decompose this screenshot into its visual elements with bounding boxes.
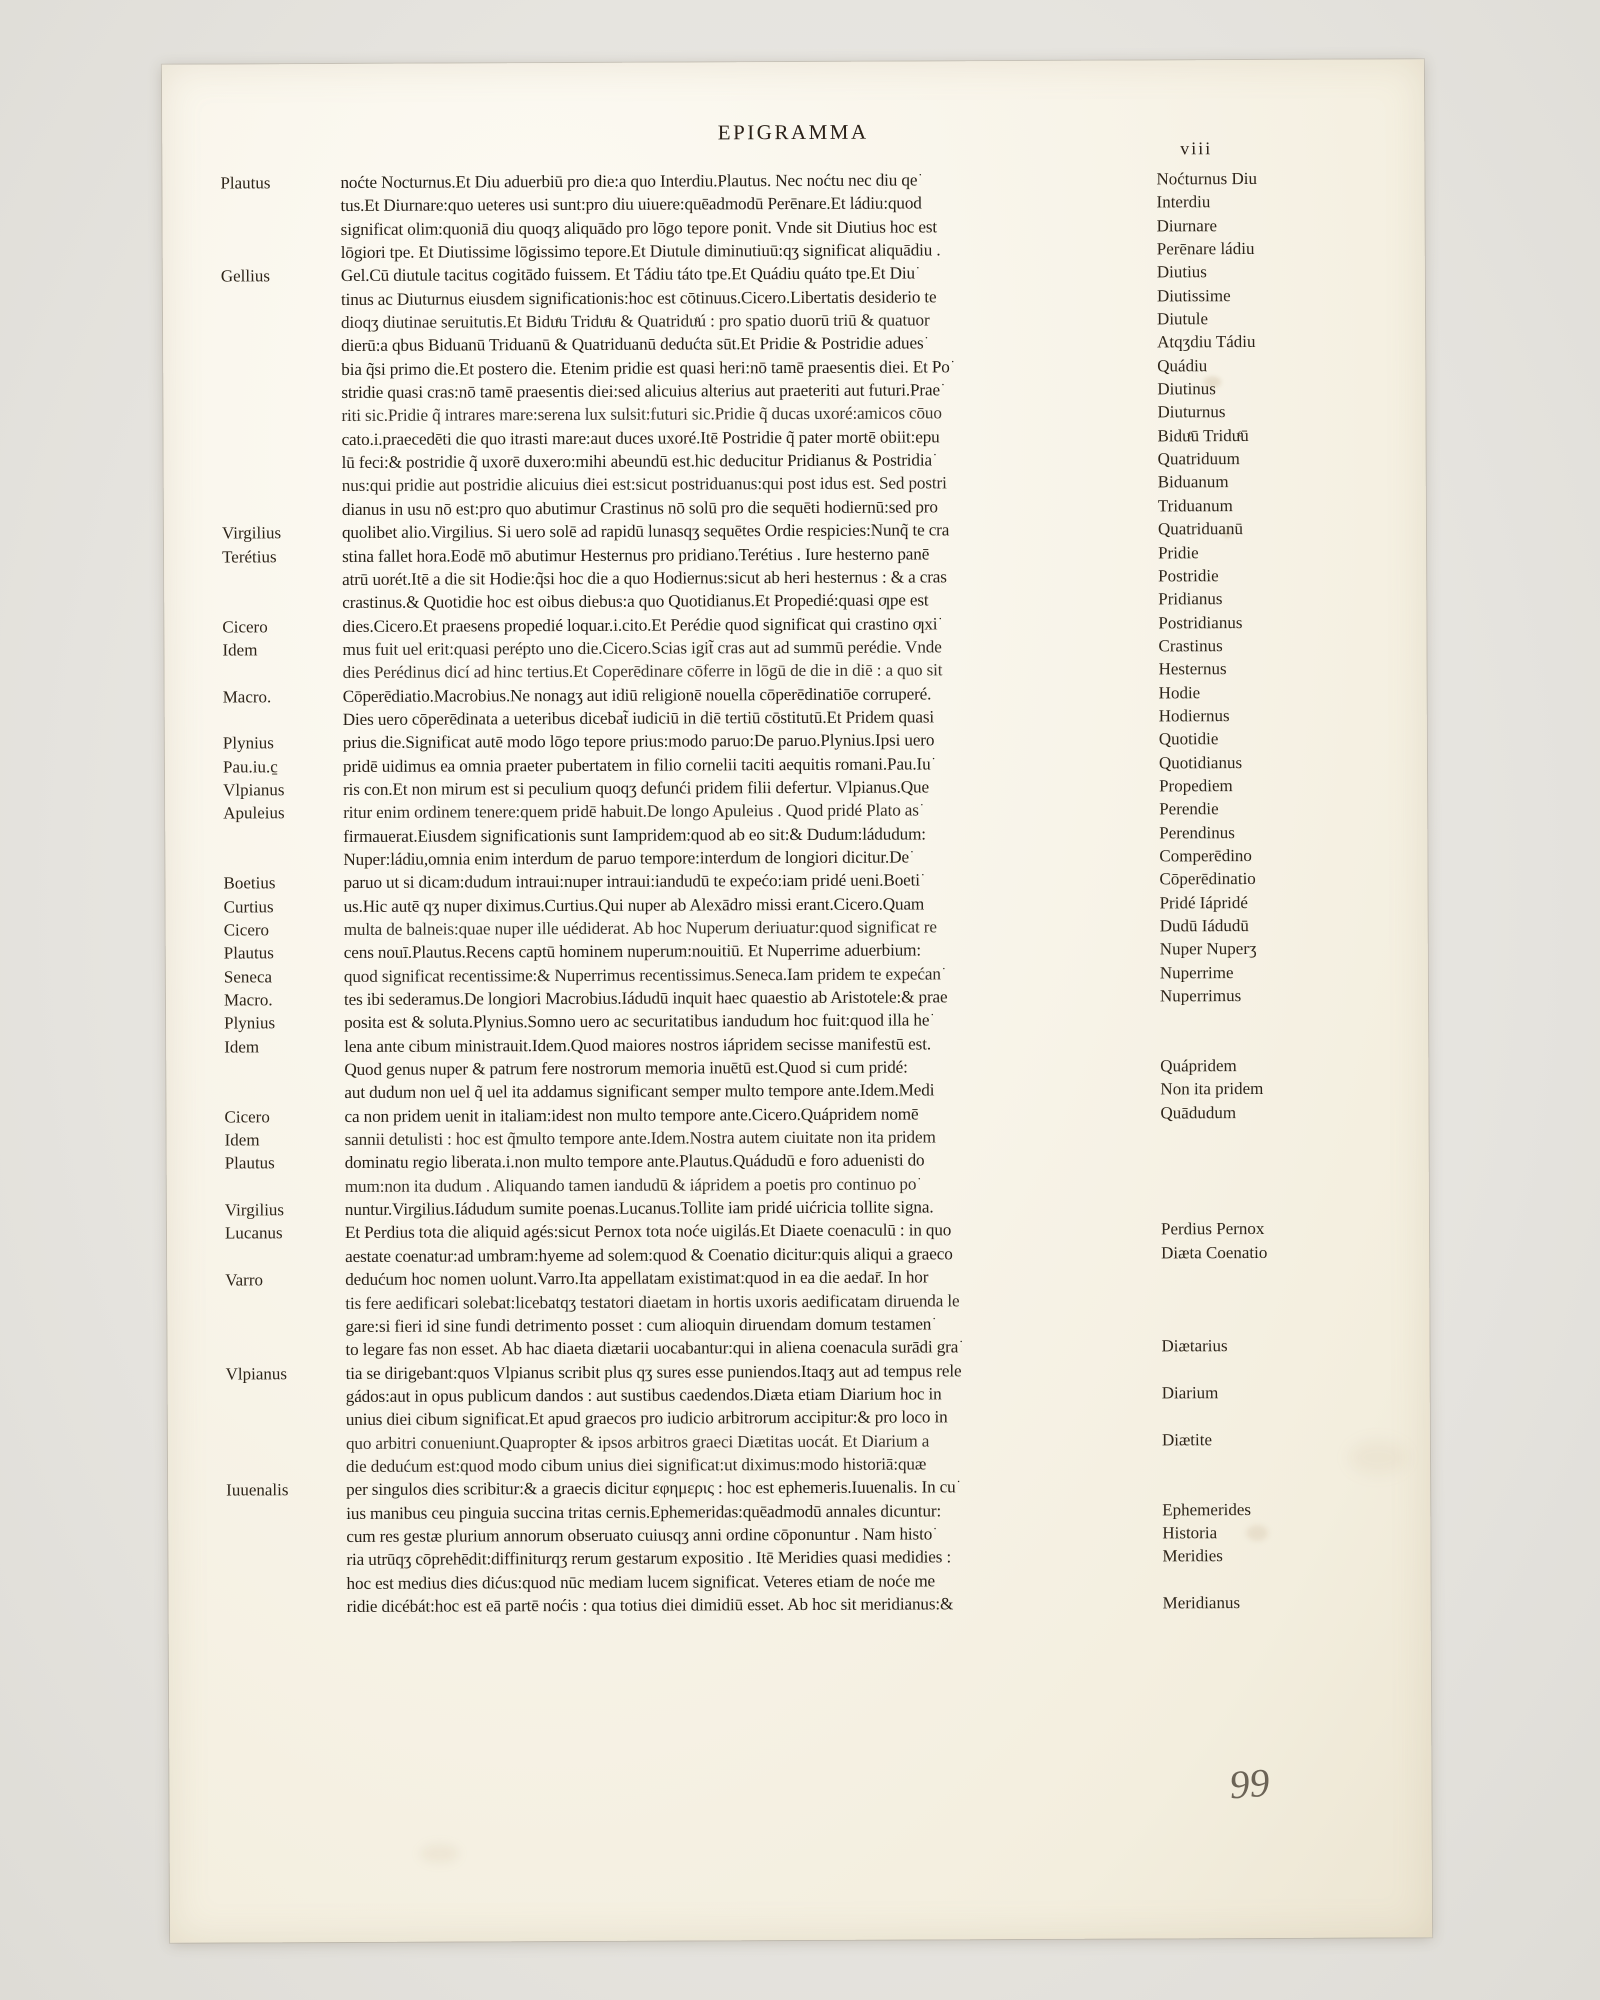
marginal-keyword-note (1152, 1491, 1392, 1492)
marginal-author-note: Cicero (223, 920, 270, 940)
body-text: quolibet alio.Virgilius. Si uero solē ad rapidū lunasqʒ sequētes Ordie respicies:Nunq̃ te cra (341, 520, 950, 543)
marginal-keyword-note: Diæta Coenatio (1161, 1242, 1268, 1263)
body-text: atrū uorét.Itē a die sit Hodie:q̃si hoc die a quo Hodiernus:sicut ab heri hesternus : & a cras (342, 567, 947, 589)
marginal-author-note: Cicero (222, 616, 268, 637)
marginal-author-note: Iuuenalis (226, 1480, 289, 1500)
body-text: to legare fas non esset. Ab hac diaeta diætarii uocabantur:qui in aliena coenacula surādi gra͘ (345, 1337, 959, 1360)
body-text: cato.i.praecedēti die quo itrasti mare:aut duces uxoré.Itē Postridie q̃ pater mortē obiit:epu (341, 427, 940, 449)
body-text: dierū:a qbus Biduanū Triduanū & Quatriduanū dedućta sūt.Et Pridie & Postridie adues͘ (341, 333, 924, 356)
marginal-keyword-note: Diætarius (1161, 1336, 1228, 1356)
marginal-keyword-note: Perendinus (1159, 822, 1235, 843)
marginal-author-note (215, 375, 341, 376)
marginal-author-note (216, 468, 342, 469)
pencil-page-number: 99 (1227, 1759, 1272, 1808)
marginal-keyword-note (1151, 1211, 1391, 1212)
marginal-keyword-note: Diurnare (1156, 215, 1218, 236)
marginal-keyword-note (1151, 1304, 1391, 1305)
marginal-keyword-note (1150, 1047, 1390, 1048)
body-text: aut dudum non uel q̃ uel ita addamus significant semper multo tempore ante.Idem.Medi (344, 1080, 935, 1103)
marginal-keyword-note: Cōperēdinatio (1159, 869, 1256, 889)
marginal-author-note: Plautus (224, 1153, 275, 1173)
marginal-author-note (220, 1565, 346, 1566)
body-text: tia se dirigebant:quos Vlpianus scribit plus qʒ sures esse puniendos.Itaqʒ aut ad tempus rele (345, 1360, 962, 1383)
marginal-keyword-note: Quádiu (1157, 355, 1208, 376)
marginal-keyword-note: Hodie (1158, 682, 1201, 702)
marginal-keyword-note (1151, 1327, 1391, 1328)
marginal-author-note: Macro. (222, 686, 272, 707)
body-text: stridie quasi cras:nō tamē praesentis diei:sed alicuius alterius aut praeteriti aut futuri.Prae͘ (341, 380, 940, 403)
body-text: crastinus.& Quotidie hoc est oibus diebus:a quo Quotidianus.Et Propedié:quasi ƣpe est (342, 590, 929, 613)
body-text: Quod genus nuper & patrum fere nostrorum memoria inuētū est.Quod si cum pridé: (344, 1057, 908, 1080)
marginal-keyword-note: Nuperrime (1159, 962, 1234, 983)
marginal-keyword-note (1151, 1187, 1391, 1188)
body-text: hoc est medius dies dićus:quod nūc mediam lucem significat. Veteres etiam de noće me (346, 1571, 936, 1593)
body-text: lū feci:& postridie q̃ uxorē duxero:mihi abeundū est.hic deducitur Pridianus & Postridia͘ (341, 450, 932, 473)
marginal-keyword-note: Interdiu (1156, 192, 1211, 212)
marginal-keyword-note: Comperēdino (1159, 845, 1252, 866)
body-text: unius diei cibum significat.Et apud graecos pro iudicio arbitrorum accipitur:& pro loco in (345, 1407, 948, 1430)
body-text: tis fere aedificari solebat:licebatqʒ testatori diaetam in hortis uxoris aedificatam diruenda le (345, 1290, 960, 1313)
body-text: noćte Nocturnus.Et Diu aduerbiū pro die:a quo Interdiu.Plautus. Nec noćtu nec diu qe͘ (340, 170, 918, 192)
body-text: die dedućum est:quod modo cibum unius diei significat:ut diximus:modo historiā:quæ (345, 1454, 927, 1476)
body-text: pridē uidimus ea omnia praeter pubertatem in filio cornelii taciti aequitis romani.Pau.Iu͘ (342, 754, 931, 776)
marginal-author-note: Terétius (222, 546, 277, 567)
body-text: ritur enim ordinem tenere:quem pridē habuit.De longo Apuleius . Quod pridé Plato as͘ (343, 800, 919, 823)
body-text: Nuper:ládiu,omnia enim interdum de paruo tempore:interdum de longiori dicitur.De͘ (343, 847, 909, 869)
marginal-author-note (219, 1192, 345, 1193)
marginal-author-note: Virgilius (221, 523, 282, 543)
marginal-keyword-note: Biduanum (1157, 472, 1229, 492)
marginal-author-note (216, 491, 342, 492)
marginal-author-note: Idem (224, 1037, 260, 1057)
body-text: lena ante cibum ministrauit.Idem.Quod maiores nostros iápridem secisse manifestū est. (344, 1034, 931, 1056)
marginal-author-note: Varro (225, 1270, 264, 1290)
marginal-keyword-note: Postridie (1158, 566, 1219, 586)
marginal-keyword-note: Quatriduum (1157, 449, 1240, 469)
text-line (221, 1590, 1391, 1618)
marginal-author-note: Boetius (223, 873, 276, 893)
body-text: dioqʒ diutinae seruitutis.Et Biduͤu Triduͤu & Quatriduͤú : pro spatio duorū triū & quatuor (340, 310, 930, 333)
body-text: ius manibus ceu pinguia succina tritas cernis.Ephemeridas:quēadmodū annales dicuntur: (346, 1500, 942, 1523)
marginal-keyword-note: Ephemerides (1162, 1499, 1252, 1520)
marginal-keyword-note: Biduͤū Triduͤū (1157, 425, 1249, 446)
marginal-keyword-note: Meridies (1162, 1546, 1223, 1566)
marginal-keyword-note (1151, 1281, 1391, 1282)
marginal-keyword-note: Pridianus (1158, 589, 1223, 609)
marginal-author-note (215, 305, 341, 306)
marginal-keyword-note (1151, 1141, 1391, 1142)
body-text: gádos:aut in opus publicum dandos : aut sustibus caedendos.Diæta etiam Diarium hoc in (345, 1384, 942, 1406)
marginal-author-note (220, 1449, 346, 1450)
marginal-keyword-note: Atqʒdiu Tádiu (1157, 332, 1256, 352)
body-text: tinus ac Diuturnus eiusdem significationis:hoc est cōtinuus.Cicero.Libertatis desiderio te (340, 287, 937, 309)
marginal-keyword-note: Diutinus (1157, 379, 1216, 399)
marginal-author-note (221, 1612, 347, 1613)
body-text: Et Perdius tota die aliquid agés:sicut Pernox tota noće uigilás.Et Diaete coenaculū : in quo (344, 1220, 952, 1243)
marginal-keyword-note: Dudū Iádudū (1159, 916, 1249, 936)
marginal-keyword-note: Perendie (1159, 799, 1219, 819)
marginal-author-note: Idem (224, 1130, 260, 1150)
running-head: EPIGRAMMA (717, 119, 869, 145)
body-text: prius die.Significat autē modo lōgo tepore prius:modo paruo:De paruo.Plynius.Ipsi uero (342, 730, 935, 753)
marginal-keyword-note: Quotidie (1158, 729, 1219, 749)
body-text: nuntur.Virgilius.Iádudum sumite poenas.Lucanus.Tollite iam pridé uićricia tollite signa. (344, 1197, 934, 1220)
marginal-author-note: Seneca (223, 966, 273, 987)
body-text: tus.Et Diurnare:quo ueteres usi sunt:pro diu uiuere:quēadmodū Perēnare.Et ládiu:quod (340, 193, 922, 216)
body-text: cum res gestæ plurium annorum obseruato cuiusqʒ anni ordine cōponuntur . Nam histo͘ (346, 1524, 933, 1546)
body-text: Cōperēdiatio.Macrobius.Ne nonagʒ aut idiū religionē nouella cōperēdinatiōe corruperé. (342, 683, 932, 706)
marginal-author-note (218, 1098, 344, 1099)
body-text: posita est & soluta.Plynius.Somno uero ac securitatibus iandudum hoc fuit:quod illa he͘ (344, 1010, 930, 1033)
marginal-keyword-note: Pridé Iápridé (1159, 892, 1248, 913)
marginal-author-note: Pau.iu.c̱ (222, 756, 278, 777)
marginal-author-note (215, 351, 341, 352)
marginal-author-note: Apuleius (223, 803, 285, 823)
marginal-keyword-note: Quotidianus (1158, 752, 1243, 773)
marginal-author-note (215, 211, 341, 212)
body-text: bia q̃si primo die.Et postero die. Etenim pridie est quasi heri:nō tamē praesentis diei. Et Po͘ (341, 357, 950, 379)
marginal-keyword-note (1150, 1024, 1390, 1025)
marginal-author-note: Virgilius (224, 1200, 285, 1220)
marginal-keyword-note: Perēnare ládiu (1156, 239, 1255, 259)
folio-number: viii (1180, 138, 1213, 159)
marginal-author-note (217, 725, 343, 726)
marginal-keyword-note: Hodiernus (1158, 706, 1230, 726)
marginal-author-note (215, 258, 341, 259)
marginal-keyword-note: Perdius Pernox (1160, 1219, 1265, 1239)
body-text: paruo ut si dicam:dudum intraui:nuper intraui:iandudū te expećo:iam pridé ueni.Boeti͘ (343, 870, 920, 893)
marginal-author-note (217, 678, 343, 679)
marginal-keyword-note: Diætite (1161, 1429, 1213, 1449)
body-text: gare:si fieri id sine fundi detrimento posset : cum alioquin diruendam domum testamen͘ (345, 1314, 932, 1336)
marginal-keyword-note (1152, 1374, 1392, 1375)
marginal-author-note (219, 1332, 345, 1333)
marginal-author-note (216, 445, 342, 446)
marginal-author-note: Lucanus (224, 1223, 283, 1243)
body-text: dies Perédinus dicí ad hinc tertius.Et Coperēdinare cōferre in lōgū de die in diē : a quo sit (342, 660, 943, 683)
body-text: nus:qui pridie aut postridie alicuius diei est:sicut postriduanus:qui post idus est. Sed postri (341, 473, 947, 496)
body-text: firmauerat.Eiusdem significationis sunt Iampridem:quod ab eo sit:& Dudum:ládudum: (343, 824, 926, 846)
marginal-author-note (215, 421, 341, 422)
marginal-keyword-note: Crastinus (1158, 636, 1223, 656)
marginal-keyword-note: Nuperrimus (1159, 986, 1242, 1006)
marginal-author-note: Macro. (223, 990, 273, 1010)
body-text: ca non pridem uenit in italiam:idest non multo tempore ante.Cicero.Quápridem nomē (344, 1104, 919, 1126)
marginal-keyword-note: Nuper Nuperʒ (1159, 939, 1257, 959)
marginal-keyword-note: Quādudum (1160, 1102, 1237, 1123)
marginal-author-note: Vlpianus (225, 1363, 288, 1384)
text-lines (214, 166, 1390, 1618)
marginal-author-note (218, 1075, 344, 1076)
marginal-keyword-note: Hesternus (1158, 659, 1227, 679)
marginal-author-note (220, 1425, 346, 1426)
body-text: stina fallet hora.Eodē mō abutimur Hesternus pro pridiano.Terétius . Iure hesterno panē (342, 543, 930, 566)
paper-leaf (162, 59, 1432, 1942)
body-text: multa de balneis:quae nuper ille uédiderat. Ab hoc Nuperum deriuatur:quod significat re (343, 917, 937, 939)
marginal-keyword-note (1151, 1164, 1391, 1165)
marginal-author-note (220, 1542, 346, 1543)
marginal-keyword-note: Diutule (1156, 309, 1209, 329)
marginal-keyword-note: Triduanum (1157, 495, 1233, 516)
marginal-author-note (216, 585, 342, 586)
marginal-author-note: Plynius (224, 1013, 276, 1033)
marginal-author-note: Idem (222, 640, 258, 660)
marginal-keyword-note (1152, 1421, 1392, 1422)
marginal-author-note: Plynius (222, 733, 274, 753)
body-text: dominatu regio liberata.i.non multo tempore ante.Plautus.Quádudū e foro aduenisti do (344, 1150, 925, 1173)
body-text: per singulos dies scribitur:& a graecis dicitur εφημερις : hoc est ephemeris.Iuuenalis. In cu͘ (346, 1477, 956, 1500)
marginal-author-note (216, 515, 342, 516)
body-text: us.Hic autē qʒ nuper diximus.Curtius.Qui nuper ab Alexādro missi erant.Cicero.Quam (343, 894, 925, 916)
body-text: lōgiori tpe. Et Diutissime lōgissimo tepore.Et Diutule diminutiuū:qʒ significat aliquādiu . (340, 240, 941, 263)
body-text: quo arbitri conueniunt.Quapropter & ipsos arbitros graeci Diætitas uocát. Et Diarium a (345, 1430, 930, 1453)
body-text: riti sic.Pridie q̃ intrares mare:serena lux sulsit:futuri sic.Pridie q̃ ducas uxoré:amicos cōuo (341, 403, 942, 426)
marginal-author-note (220, 1355, 346, 1356)
body-text: dianus in usu nō est:pro quo abutimur Crastinus nō solū pro die sequēti hodiernū:sed pro (341, 497, 938, 519)
body-text: cens nouī.Plautus.Recens captū hominem nuperum:nouitiū. Et Nuperrime aduerbium: (343, 940, 922, 963)
body-text: ridie dicébát:hoc est eā partē noćis : qua totius diei dimidiū esset. Ab hoc sit meridianus:& (346, 1594, 954, 1616)
marginal-keyword-note (1153, 1584, 1393, 1585)
body-text: mus fuit uel erit:quasi perépto uno die.Cicero.Scias igit̃ cras aut ad summū perédie. Vnde (342, 637, 942, 659)
body-text: sannii detulisti : hoc est q̃multo tempore ante.Idem.Nostra autem ciuitate non ita pridem (344, 1127, 936, 1150)
marginal-author-note: Curtius (223, 896, 274, 917)
marginal-author-note (219, 1262, 345, 1263)
body-text: dedućum hoc nomen uolunt.Varro.Ita appellatam existimat:quod in ea die aedar̄. In hor (345, 1267, 929, 1290)
marginal-author-note: Plautus (220, 173, 271, 193)
marginal-keyword-note: Diutius (1156, 262, 1207, 282)
body-text: ria utrūqʒ cōprehēdit:diffiniturqʒ rerum gestarum expositio . Itē Meridies quasi medidies : (346, 1547, 952, 1570)
marginal-author-note: Gellius (220, 266, 270, 286)
marginal-keyword-note (1152, 1467, 1392, 1468)
marginal-author-note (217, 865, 343, 866)
marginal-keyword-note: Non ita pridem (1160, 1079, 1264, 1099)
marginal-author-note (215, 235, 341, 236)
marginal-keyword-note: Pridie (1158, 542, 1199, 562)
body-text: dies.Cicero.Et praesens propedié loquar.i.cito.Et Perédie quod significat qui crastino ƣxi͘ (342, 613, 938, 636)
marginal-author-note (215, 398, 341, 399)
body-text: tes ibi sederamus.De longiori Macrobius.Iádudū inquit haec quaestio ab Aristotele:& prae (343, 987, 948, 1010)
body-text: Dies uero cōperēdinata a ueteribus dicebat̃ iudiciū in diē tertiū cōstitutū.Et Pridem quasi (342, 707, 935, 729)
marginal-keyword-note: Meridianus (1162, 1593, 1241, 1613)
text-block (162, 59, 1432, 1942)
marginal-author-note: Vlpianus (223, 780, 285, 800)
marginal-keyword-note: Quatriduanū (1157, 519, 1243, 539)
marginal-author-note (219, 1308, 345, 1309)
body-text: quod significat recentissime:& Nuperrimus recentissimus.Seneca.Iam pridem te expećan͘ (343, 964, 941, 986)
marginal-keyword-note: Diarium (1161, 1383, 1219, 1403)
marginal-keyword-note: Historia (1162, 1523, 1218, 1543)
marginal-author-note (220, 1519, 346, 1520)
marginal-author-note (220, 1402, 346, 1403)
marginal-author-note (216, 608, 342, 609)
marginal-author-note (217, 842, 343, 843)
marginal-author-note: Cicero (224, 1107, 270, 1127)
marginal-keyword-note: Propediem (1159, 776, 1233, 796)
marginal-keyword-note: Diuturnus (1157, 402, 1226, 422)
marginal-keyword-note: Diutissime (1156, 285, 1231, 306)
marginal-keyword-note: Postridianus (1158, 612, 1243, 632)
body-text: aestate coenatur:ad umbram:hyeme ad solem:quod & Coenatio dicitur:quis aliqui a graeco (345, 1244, 953, 1266)
body-text: significat olim:quoniā diu quoqʒ aliquādo pro lōgo tepore ponit. Vnde sit Diutius hoc est (340, 217, 938, 239)
marginal-author-note: Plautus (223, 943, 274, 963)
body-text: mum:non ita dudum . Aliquando tamen iandudū & iápridem a poetis pro continuo po͘ (344, 1174, 917, 1196)
marginal-author-note (221, 1589, 347, 1590)
body-text: ris con.Et non mirum est si peculium quoqʒ defunći pridem filii defertur. Vlpianus.Que (343, 777, 929, 799)
marginal-author-note (220, 1472, 346, 1473)
marginal-keyword-note: Quápridem (1160, 1056, 1237, 1076)
marginal-keyword-note: Noćturnus Diu (1156, 168, 1258, 189)
body-text: Gel.Cū diutule tacitus cogitādo fuissem. Et Tádiu táto tpe.Et Quádiu quáto tpe.Et Diu͘ (340, 263, 915, 286)
marginal-author-note (215, 328, 341, 329)
